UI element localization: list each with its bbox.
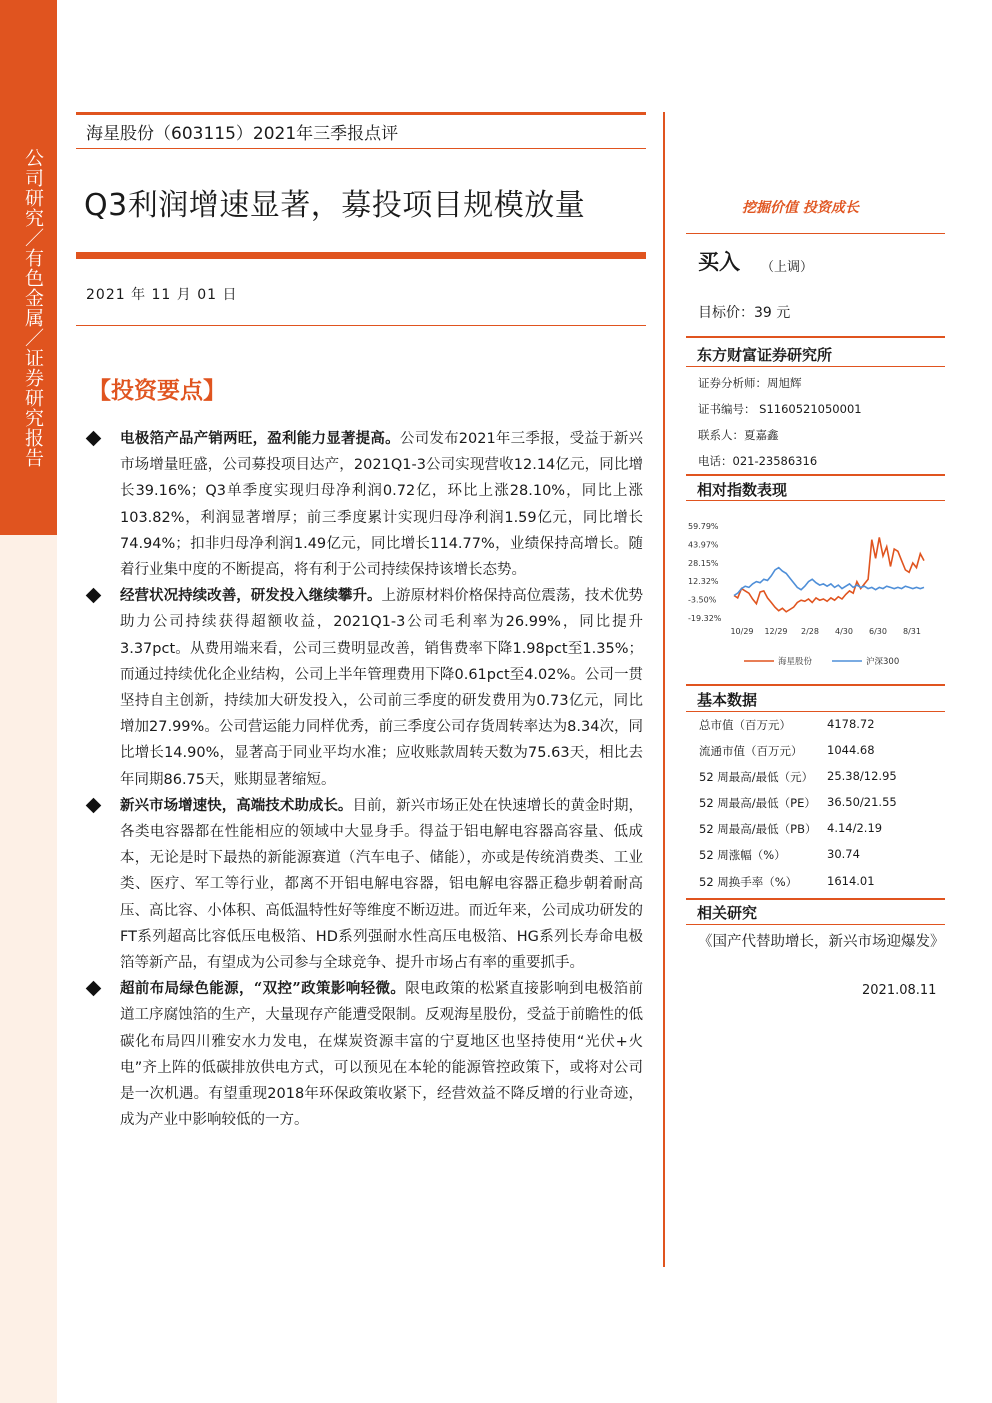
series-line xyxy=(734,537,924,611)
related-heading-bottom-rule xyxy=(686,924,945,925)
basic-data-value: 36.50/21.55 xyxy=(827,795,897,810)
y-tick-label: 59.79% xyxy=(688,522,719,531)
related-research-heading: 相关研究 xyxy=(697,904,758,922)
basic-data-key: 52 周涨幅（%） xyxy=(699,848,786,863)
y-tick-label: 43.97% xyxy=(688,540,719,550)
title-rule xyxy=(76,252,646,259)
phone-line: 电话：021-23586316 xyxy=(698,454,818,468)
institution-name: 东方财富证券研究所 xyxy=(697,346,833,364)
legend-label: 海星股份 xyxy=(778,657,813,667)
basic-data-heading: 基本数据 xyxy=(697,691,758,709)
relative-index-chart xyxy=(686,512,945,672)
diamond-bullet-icon xyxy=(86,981,102,997)
basic-data-key: 52 周最高/最低（PB） xyxy=(699,822,817,837)
basic-data-row xyxy=(697,817,942,843)
analyst-line: 证券分析师：周旭辉 xyxy=(698,376,802,390)
rating-change: （上调） xyxy=(761,260,814,275)
basic-data-row xyxy=(697,713,942,739)
basic-heading-top-rule xyxy=(686,684,945,686)
x-tick-label: 12/29 xyxy=(764,627,788,636)
point-text: 上游原材料价格保持高位震荡，技术优势助力公司持续获得超额收益，2021Q1-3公司毛利率为26.99%，同比提升3.37pct。从费用端来看，公司三费明显改善，销售费率下降1.98pct至1.35%；而通过持续优化企业结构，公司上半年管理费用下降0.61pct至4.02%。公司一贯坚持自主创新，持续加大研发投入，公司前三季度的研发费用为0.73亿元，同比增加27.99%。公司营运能力同样优秀，前三季度公司存货周转率达为8.34次，同比增长14.90%，显著高于同业平均水准；应收账款周转天数为75.63天，相比去年同期86.75天，账期显著缩短。 xyxy=(120,588,643,788)
basic-data-value: 30.74 xyxy=(827,847,860,862)
basic-data-key: 52 周最高/最低（元） xyxy=(699,770,814,785)
report-date: 2021 年 11 月 01 日 xyxy=(86,287,238,303)
y-tick-label: -3.50% xyxy=(688,595,717,605)
basic-data-value: 1044.68 xyxy=(827,743,875,758)
point-text: 限电政策的松紧直接影响到电极箔前道工序腐蚀箔的生产，大量现存产能遭受限制。反观海星股份，受益于前瞻性的低碳化布局四川雅安水力发电，在煤炭资源丰富的宁夏地区也坚持使用“光伏+火电”齐上阵的低碳排放供电方式，可以预见在本轮的能源管控政策下，或将对公司是一次机遇。有望重现2018年环保政策收紧下，经营效益不降反增的行业奇迹，成为产业中影响较低的一方。 xyxy=(120,981,644,1129)
basic-data-row xyxy=(697,870,942,896)
rating: 买入 xyxy=(698,250,740,274)
chart-heading-bottom-rule xyxy=(686,500,945,501)
point-item xyxy=(88,583,643,793)
point-lead: 经营状况持续改善，研发投入继续攀升。 xyxy=(120,587,382,605)
y-tick-label: 12.32% xyxy=(688,577,719,587)
target-price: 目标价：39 元 xyxy=(698,305,791,321)
point-lead: 超前布局绿色能源，“双控”政策影响轻微。 xyxy=(120,980,406,998)
x-tick-label: 8/31 xyxy=(903,627,921,636)
x-tick-label: 4/30 xyxy=(835,627,853,636)
basic-data-key: 流通市值（百万元） xyxy=(699,744,803,759)
chart-heading: 相对指数表现 xyxy=(697,481,788,499)
date-rule xyxy=(76,325,646,326)
basic-data-key: 总市值（百万元） xyxy=(699,718,791,732)
basic-data-value: 25.38/12.95 xyxy=(827,769,897,784)
basic-data-key: 52 周换手率（%） xyxy=(699,874,798,889)
diamond-bullet-icon xyxy=(86,588,102,604)
report-category-vertical: 公司研究／有色金属／证券研究报告 xyxy=(22,148,44,468)
related-report-title: 《国产代替助增长，新兴市场迎爆发》 xyxy=(698,934,945,950)
chart-heading-top-rule xyxy=(686,474,945,476)
basic-data-value: 1614.01 xyxy=(827,873,875,888)
related-heading-top-rule xyxy=(686,898,945,900)
point-text: 目前，新兴市场正处在快速增长的黄金时期，各类电容器都在性能相应的领域中大显身手。得益于铝电解电容器高容量、低成本，无论是时下最热的新能源赛道（汽车电子、储能），亦或是传统消费类、工业类、医疗、军工等行业，都离不开铝电解电容器，铝电解电容器正稳步朝着耐高压、高比容、小体积、高低温特性好等维度不断迈进。而近年来，公司成功研发的FT系列超高比容低压电极箔、HD系列强耐水性高压电极箔、HG系列长寿命电极箔等新产品，有望成为公司参与全球竞争、提升市场占有率的重要抓手。 xyxy=(120,797,644,972)
point-text: 公司发布2021年三季报，受益于新兴市场增量旺盛，公司募投项目达产，2021Q1-3公司实现营收12.14亿元，同比增长39.16%；Q3单季度实现归母净利润0.72亿，环比上涨28.10%，同比上涨103.82%，利润显著增厚；前三季度累计实现归母净利润1.59亿元，同比增长74.94%；扣非归母净利润1.49亿元，同比增长114.77%，业绩保持高增长。随着行业集中度的不断提高，将有利于公司持续保持该增长态势。 xyxy=(120,431,643,579)
legend-label: 沪深300 xyxy=(866,657,900,667)
basic-data-value: 4.14/2.19 xyxy=(827,821,883,836)
x-tick-label: 10/29 xyxy=(730,627,754,636)
point-item xyxy=(88,793,643,976)
y-tick-label: -19.32% xyxy=(688,614,722,623)
x-tick-label: 2/28 xyxy=(801,627,819,636)
diamond-bullet-icon xyxy=(86,798,102,814)
point-item xyxy=(88,426,643,583)
column-divider xyxy=(663,112,665,1267)
point-item xyxy=(88,976,643,1133)
investment-points xyxy=(88,426,643,1133)
basic-data-row xyxy=(697,843,942,869)
report-headline: Q3利润增速显著，募投项目规模放量 xyxy=(84,188,586,223)
header-bottom-rule xyxy=(76,148,646,149)
basic-heading-bottom-rule xyxy=(686,711,945,712)
slogan-rule xyxy=(686,233,945,234)
related-report-date: 2021.08.11 xyxy=(862,983,937,998)
section-heading-investment-points: 【投资要点】 xyxy=(88,377,226,404)
point-lead: 新兴市场增速快，高端技术助成长。 xyxy=(120,796,353,814)
diamond-bullet-icon xyxy=(86,431,102,447)
left-side-band xyxy=(0,0,57,1403)
basic-data-row xyxy=(697,739,942,765)
institution-bottom-rule xyxy=(686,366,945,367)
basic-data-row xyxy=(697,791,942,817)
basic-data-value: 4178.72 xyxy=(827,717,875,731)
contact-line: 联系人：夏嘉鑫 xyxy=(698,428,779,442)
y-tick-label: 28.15% xyxy=(688,558,719,568)
x-tick-label: 6/30 xyxy=(869,627,887,636)
basic-data-key: 52 周最高/最低（PE） xyxy=(699,796,816,811)
point-lead: 电极箔产品产销两旺，盈利能力显著提高。 xyxy=(120,430,400,447)
slogan: 挖掘价值 投资成长 xyxy=(742,200,859,216)
institution-top-rule xyxy=(686,336,945,338)
report-tag: 海星股份（603115）2021年三季报点评 xyxy=(86,124,399,144)
basic-data-table xyxy=(697,713,942,896)
basic-data-row xyxy=(697,765,942,791)
header-top-rule xyxy=(76,112,646,115)
cert-line: 证书编号： S1160521050001 xyxy=(698,402,862,416)
